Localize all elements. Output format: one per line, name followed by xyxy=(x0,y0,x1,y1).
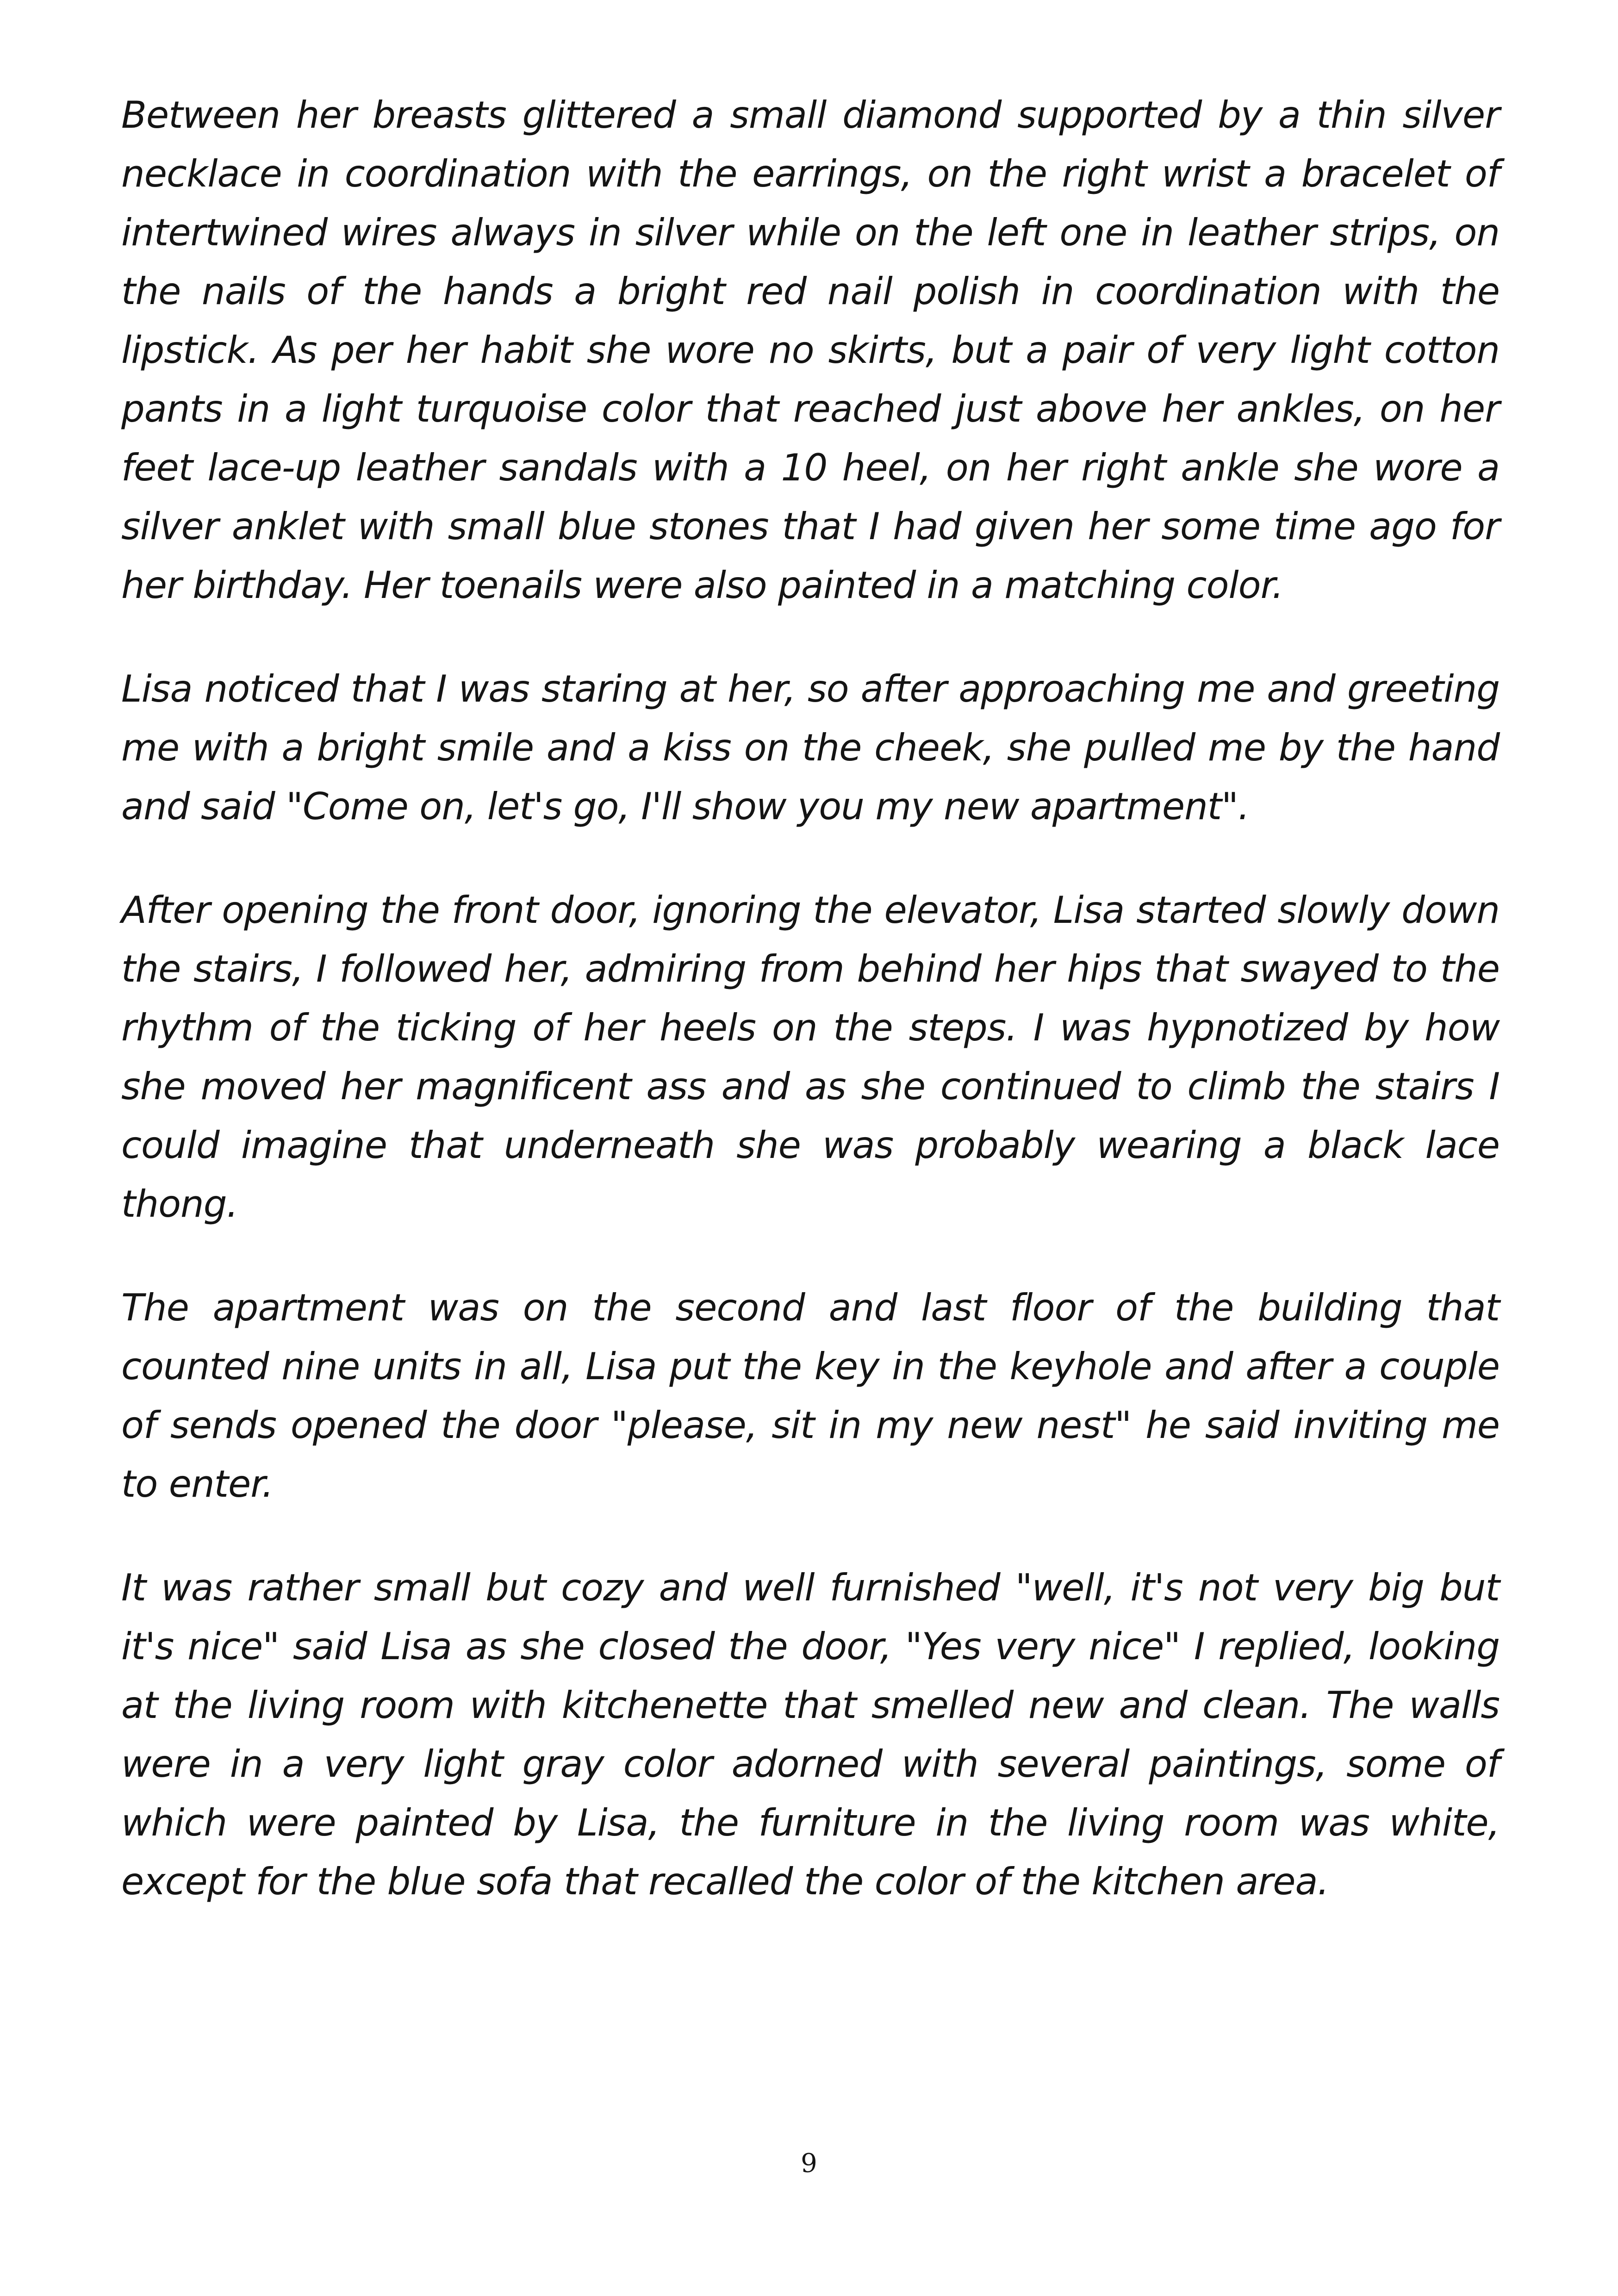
paragraph-3: After opening the front door, ignoring the elevator, Lisa started slowly down the stairs, I followed her, admiring from behind her hips that swayed to the rhythm of the ticking of her heels on the steps. I was hypnotized by how she moved her magnificent ass and as she continued to climb the stairs I could imagine that underneath she was probably wearing a black lace thong. xyxy=(121,889,1500,1226)
paragraph-5: It was rather small but cozy and well furnished "well, it's not very big but it's nice" said Lisa as she closed the door, "Yes very nice" I replied, looking at the living room with kitchenette that smelled new and clean. The walls were in a very light gray color adorned with several paintings, some of which were painted by Lisa, the furniture in the living room was white, except for the blue sofa that recalled the color of the kitchen area. xyxy=(121,1566,1500,1903)
paragraph-4: The apartment was on the second and last floor of the building that counted nine units in all, Lisa put the key in the keyhole and after a couple of sends opened the door "please, sit in my new nest" he said inviting me to enter. xyxy=(121,1286,1500,1506)
body-text xyxy=(121,86,1500,1956)
paragraph-1: Between her breasts glittered a small diamond supported by a thin silver necklace in coordination with the earrings, on the right wrist a bracelet of intertwined wires always in silver while on the left one in leather strips, on the nails of the hands a bright red nail polish in coordination with the lipstick. As per her habit she wore no skirts, but a pair of very light cotton pants in a light turquoise color that reached just above her ankles, on her feet lace-up leather sandals with a 10 heel, on her right ankle she wore a silver anklet with small blue stones that I had given her some time ago for her birthday. Her toenails were also painted in a matching color. xyxy=(121,93,1500,607)
page-number: 9 xyxy=(801,2148,817,2178)
paragraph-2: Lisa noticed that I was staring at her, so after approaching me and greeting me with a bright smile and a kiss on the cheek, she pulled me by the hand and said "Come on, let's go, I'll show you my new apartment". xyxy=(121,667,1500,828)
